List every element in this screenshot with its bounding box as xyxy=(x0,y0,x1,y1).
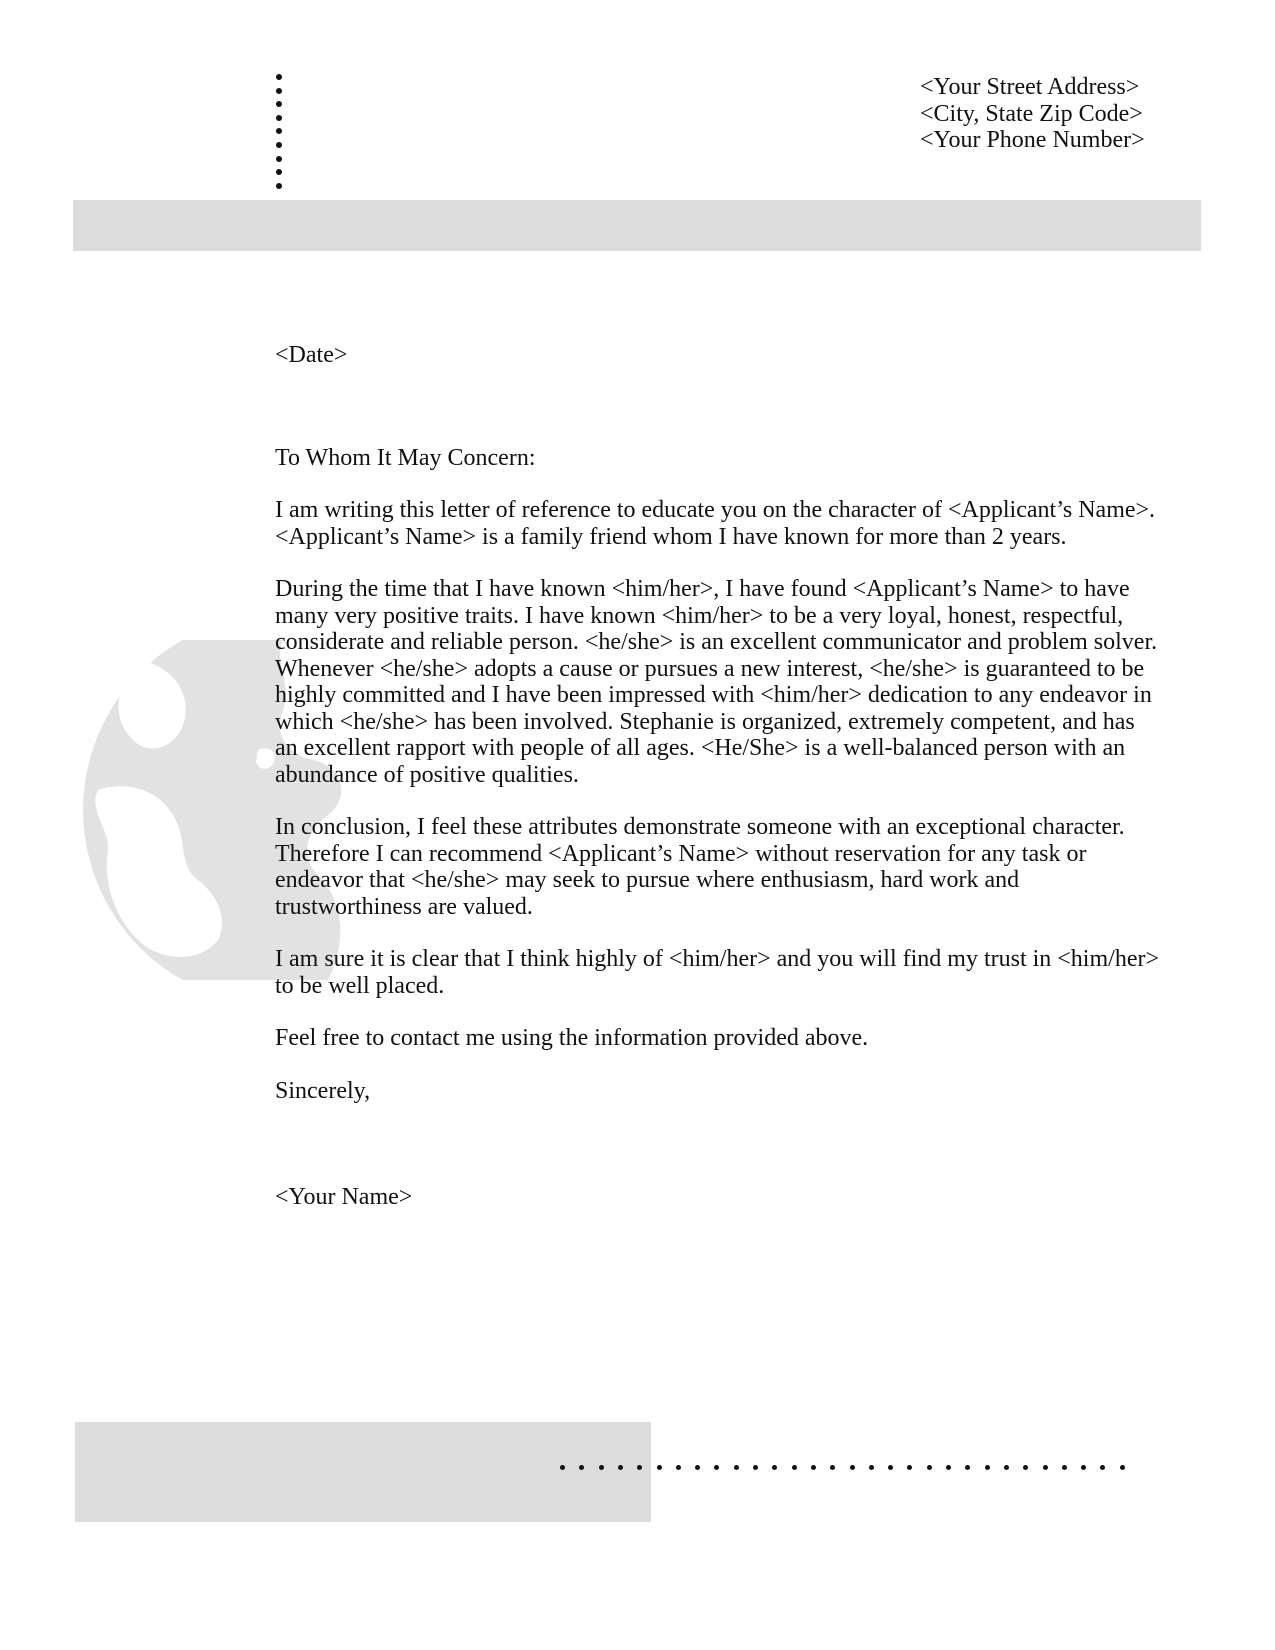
divider-dot xyxy=(927,1465,932,1470)
header-band xyxy=(73,200,1201,251)
salutation: To Whom It May Concern: xyxy=(275,444,536,471)
divider-dot xyxy=(276,88,282,94)
divider-dot xyxy=(599,1465,604,1470)
divider-dot xyxy=(695,1465,700,1470)
divider-dot xyxy=(1062,1465,1067,1470)
divider-dot xyxy=(714,1465,719,1470)
vertical-dot-divider xyxy=(276,74,284,194)
paragraph-contact: Feel free to contact me using the information provided above. xyxy=(275,1025,869,1051)
divider-dot xyxy=(1120,1465,1125,1470)
divider-dot xyxy=(830,1465,835,1470)
divider-dot xyxy=(772,1465,777,1470)
signature-name: <Your Name> xyxy=(275,1184,413,1210)
paragraph-intro: I am writing this letter of reference to educate you on the character of <Applicant’s Name>. <Applicant’s Name> is a family friend whom I have known for more than 2 years. xyxy=(275,497,1156,550)
divider-dot xyxy=(676,1465,681,1470)
paragraph-traits: During the time that I have known <him/her>, I have found <Applicant’s Name> to have many very positive traits. I have known <him/her> to be a very loyal, honest, respectful, considerate and reliable person. <he/she> is an excellent communicator and problem solver. Whenever <he/she> adopts a cause or pursues a new interest, <he/she> is guaranteed to be highly committed and I have been impressed with <him/her> dedication to any endeavor in which <he/she> has been involved. Stephanie is organized, extremely competent, and has an excellent rapport with people of all ages. <He/She> is a well-balanced person with an abundance of positive qualities. xyxy=(275,576,1158,788)
divider-dot xyxy=(1004,1465,1009,1470)
divider-dot xyxy=(734,1465,739,1470)
letter-date: <Date> xyxy=(275,342,348,368)
divider-dot xyxy=(1043,1465,1048,1470)
divider-dot xyxy=(276,128,282,134)
paragraph-trust: I am sure it is clear that I think highly of <him/her> and you will find my trust in <him/her> to be well placed. xyxy=(275,946,1159,999)
divider-dot xyxy=(657,1465,662,1470)
street-address: <Your Street Address> xyxy=(920,74,1140,100)
divider-dot xyxy=(1081,1465,1086,1470)
divider-dot xyxy=(276,115,282,121)
divider-dot xyxy=(850,1465,855,1470)
city-state-zip: <City, State Zip Code> xyxy=(920,100,1143,127)
closing: Sincerely, xyxy=(275,1077,371,1104)
divider-dot xyxy=(276,169,282,175)
divider-dot xyxy=(618,1465,623,1470)
horizontal-dot-divider xyxy=(560,1465,1140,1473)
divider-dot xyxy=(811,1465,816,1470)
divider-dot xyxy=(276,183,282,189)
divider-dot xyxy=(907,1465,912,1470)
divider-dot xyxy=(1023,1465,1028,1470)
divider-dot xyxy=(869,1465,874,1470)
divider-dot xyxy=(637,1465,642,1470)
divider-dot xyxy=(276,156,282,162)
divider-dot xyxy=(965,1465,970,1470)
divider-dot xyxy=(792,1465,797,1470)
divider-dot xyxy=(579,1465,584,1470)
sender-address-block xyxy=(920,74,1145,154)
divider-dot xyxy=(276,101,282,107)
divider-dot xyxy=(1100,1465,1105,1470)
divider-dot xyxy=(946,1465,951,1470)
divider-dot xyxy=(560,1465,565,1470)
divider-dot xyxy=(753,1465,758,1470)
divider-dot xyxy=(276,74,282,80)
divider-dot xyxy=(888,1465,893,1470)
paragraph-conclusion: In conclusion, I feel these attributes demonstrate someone with an exceptional character. Therefore I can recommend <Applicant’s Name> without reservation for any task or endeavor that <he/she> may seek to pursue where enthusiasm, hard work and trustworthiness are valued. xyxy=(275,814,1125,920)
divider-dot xyxy=(276,142,282,148)
phone-number: <Your Phone Number> xyxy=(920,127,1145,153)
letter-body xyxy=(275,342,1175,1211)
divider-dot xyxy=(985,1465,990,1470)
